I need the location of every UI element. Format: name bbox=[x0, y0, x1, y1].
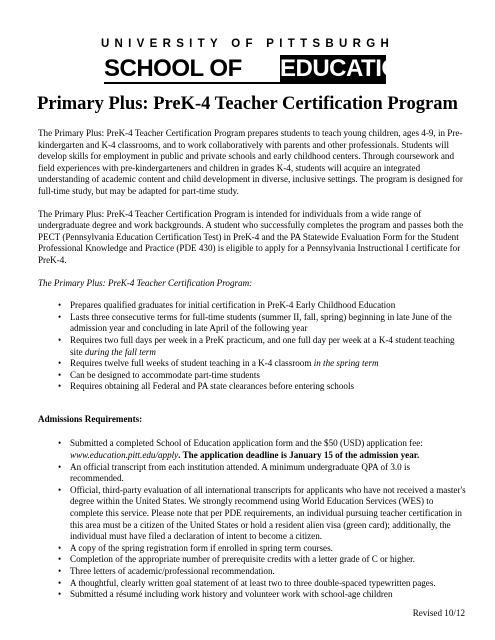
list-item: • Requires twelve full weeks of student teaching in a K-4 classroom in the spring term bbox=[58, 358, 379, 369]
list-item: • A thoughtful, clearly written goal statement of at least two to three double-spaced typewritten pages. bbox=[58, 577, 436, 588]
list-item: • Lasts three consecutive terms for full-time students (summer II, fall, spring) beginning in late June of the admission year and concluding in late April of the following year bbox=[58, 311, 452, 334]
program-label: The Primary Plus: PreK-4 Teacher Certification Program: bbox=[38, 277, 253, 288]
deadline-text: . The application deadline is January 15 of the admission year. bbox=[178, 450, 420, 461]
eligibility-paragraph: The Primary Plus: PreK-4 Teacher Certification Program is intended for individuals from a wide range of undergraduate degree and work backgrounds. A student who successfully completes the program and passes both the PECT (Pennsylvania Education Certification Test) in PreK-4 and the PA Statewide Evaluation Form for the Student Professional Knowledge and Practice (PDE 430) is eligible to apply for a Pennsylvania Instructional I certificate for PreK-4. bbox=[38, 208, 464, 265]
bullet-icon: • bbox=[58, 369, 62, 380]
intro-paragraph: The Primary Plus: PreK-4 Teacher Certification Program prepares students to teach young children, ages 4-9, in Pre-kindergarten and K-4 classrooms, and to work collaboratively with parents and other professionals. Students will develop skills for employment in public and private schools and early childhood centers. Through coursework and field experiences with pre-kindergarteners and children in grades K-4, students will acquire an integrated understanding of academic content and child development in diverse, inclusive settings. The program is designed for full-time study, but may be adapted for part-time study. bbox=[38, 128, 463, 196]
logo-school-of-text: SCHOOL OF bbox=[104, 55, 242, 82]
bullet-icon: • bbox=[58, 542, 62, 553]
bullet-icon: • bbox=[58, 311, 62, 322]
bullet-icon: • bbox=[58, 566, 62, 576]
bullet-icon: • bbox=[58, 577, 62, 588]
bullet-icon: • bbox=[58, 589, 62, 600]
list-item: • Submitted a résumé including work history and volunteer work with school-age children bbox=[58, 589, 393, 600]
apply-link[interactable]: www.education.pitt.edu/apply bbox=[70, 450, 179, 461]
list-item: • Submitted a completed School of Education application form and the $50 (USD) application fee: www.education.pitt.edu/apply. The application deadline is January 15 of the admission year. bbox=[58, 438, 423, 461]
list-item: • Prepares qualified graduates for initial certification in PreK-4 Early Childhood Education bbox=[58, 300, 396, 311]
list-item: • Requires two full days per week in a PreK practicum, and one full day per week at a K-4 student teaching site during the fall term bbox=[58, 334, 455, 357]
list-item: • Requires obtaining all Federal and PA state clearances before entering schools bbox=[58, 381, 355, 392]
admissions-heading: Admissions Requirements: bbox=[38, 413, 143, 424]
bullet-icon: • bbox=[58, 300, 62, 311]
admissions-list bbox=[38, 438, 466, 600]
logo-underline bbox=[104, 82, 386, 84]
logo-education-text: EDUCATION bbox=[280, 55, 417, 82]
list-item: • Official, third-party evaluation of all international transcripts for applicants who have not received a master's degree within the United States. We strongly recommend using World Education Services (WES) to complete this service. Please note that per PDE requirements, an individual pursuing teacher certification in this area must be a citizen of the United States or hold a resident alien visa (green card); additionally, the individual must have filed a declaration of intent to become a citizen. bbox=[58, 484, 466, 542]
bullet-icon: • bbox=[58, 438, 62, 449]
bullet-icon: • bbox=[58, 358, 62, 369]
page-title: Primary Plus: PreK-4 Teacher Certification Program bbox=[37, 94, 458, 114]
bullet-icon: • bbox=[58, 381, 62, 392]
list-item: • Three letters of academic/professional recommendation. bbox=[58, 566, 275, 576]
document-body bbox=[38, 128, 466, 601]
list-item: • An official transcript from each institution attended. A minimum undergraduate QPA of 3.0 is recommended. bbox=[58, 461, 411, 484]
bullet-icon: • bbox=[58, 484, 62, 495]
list-item: • Can be designed to accommodate part-time students bbox=[58, 369, 260, 380]
revision-note: Revised 10/12 bbox=[412, 608, 465, 618]
logo-university-text: UNIVERSITY OF PITTSBURGH bbox=[100, 38, 395, 50]
bullet-icon: • bbox=[58, 554, 62, 565]
list-item: • Completion of the appropriate number of prerequisite credits with a letter grade of C or higher. bbox=[58, 554, 415, 565]
school-logo bbox=[0, 0, 495, 92]
bullet-icon: • bbox=[58, 461, 62, 472]
list-item: • A copy of the spring registration form if enrolled in spring term courses. bbox=[58, 542, 333, 553]
bullet-icon: • bbox=[58, 334, 62, 345]
program-list bbox=[38, 300, 466, 393]
